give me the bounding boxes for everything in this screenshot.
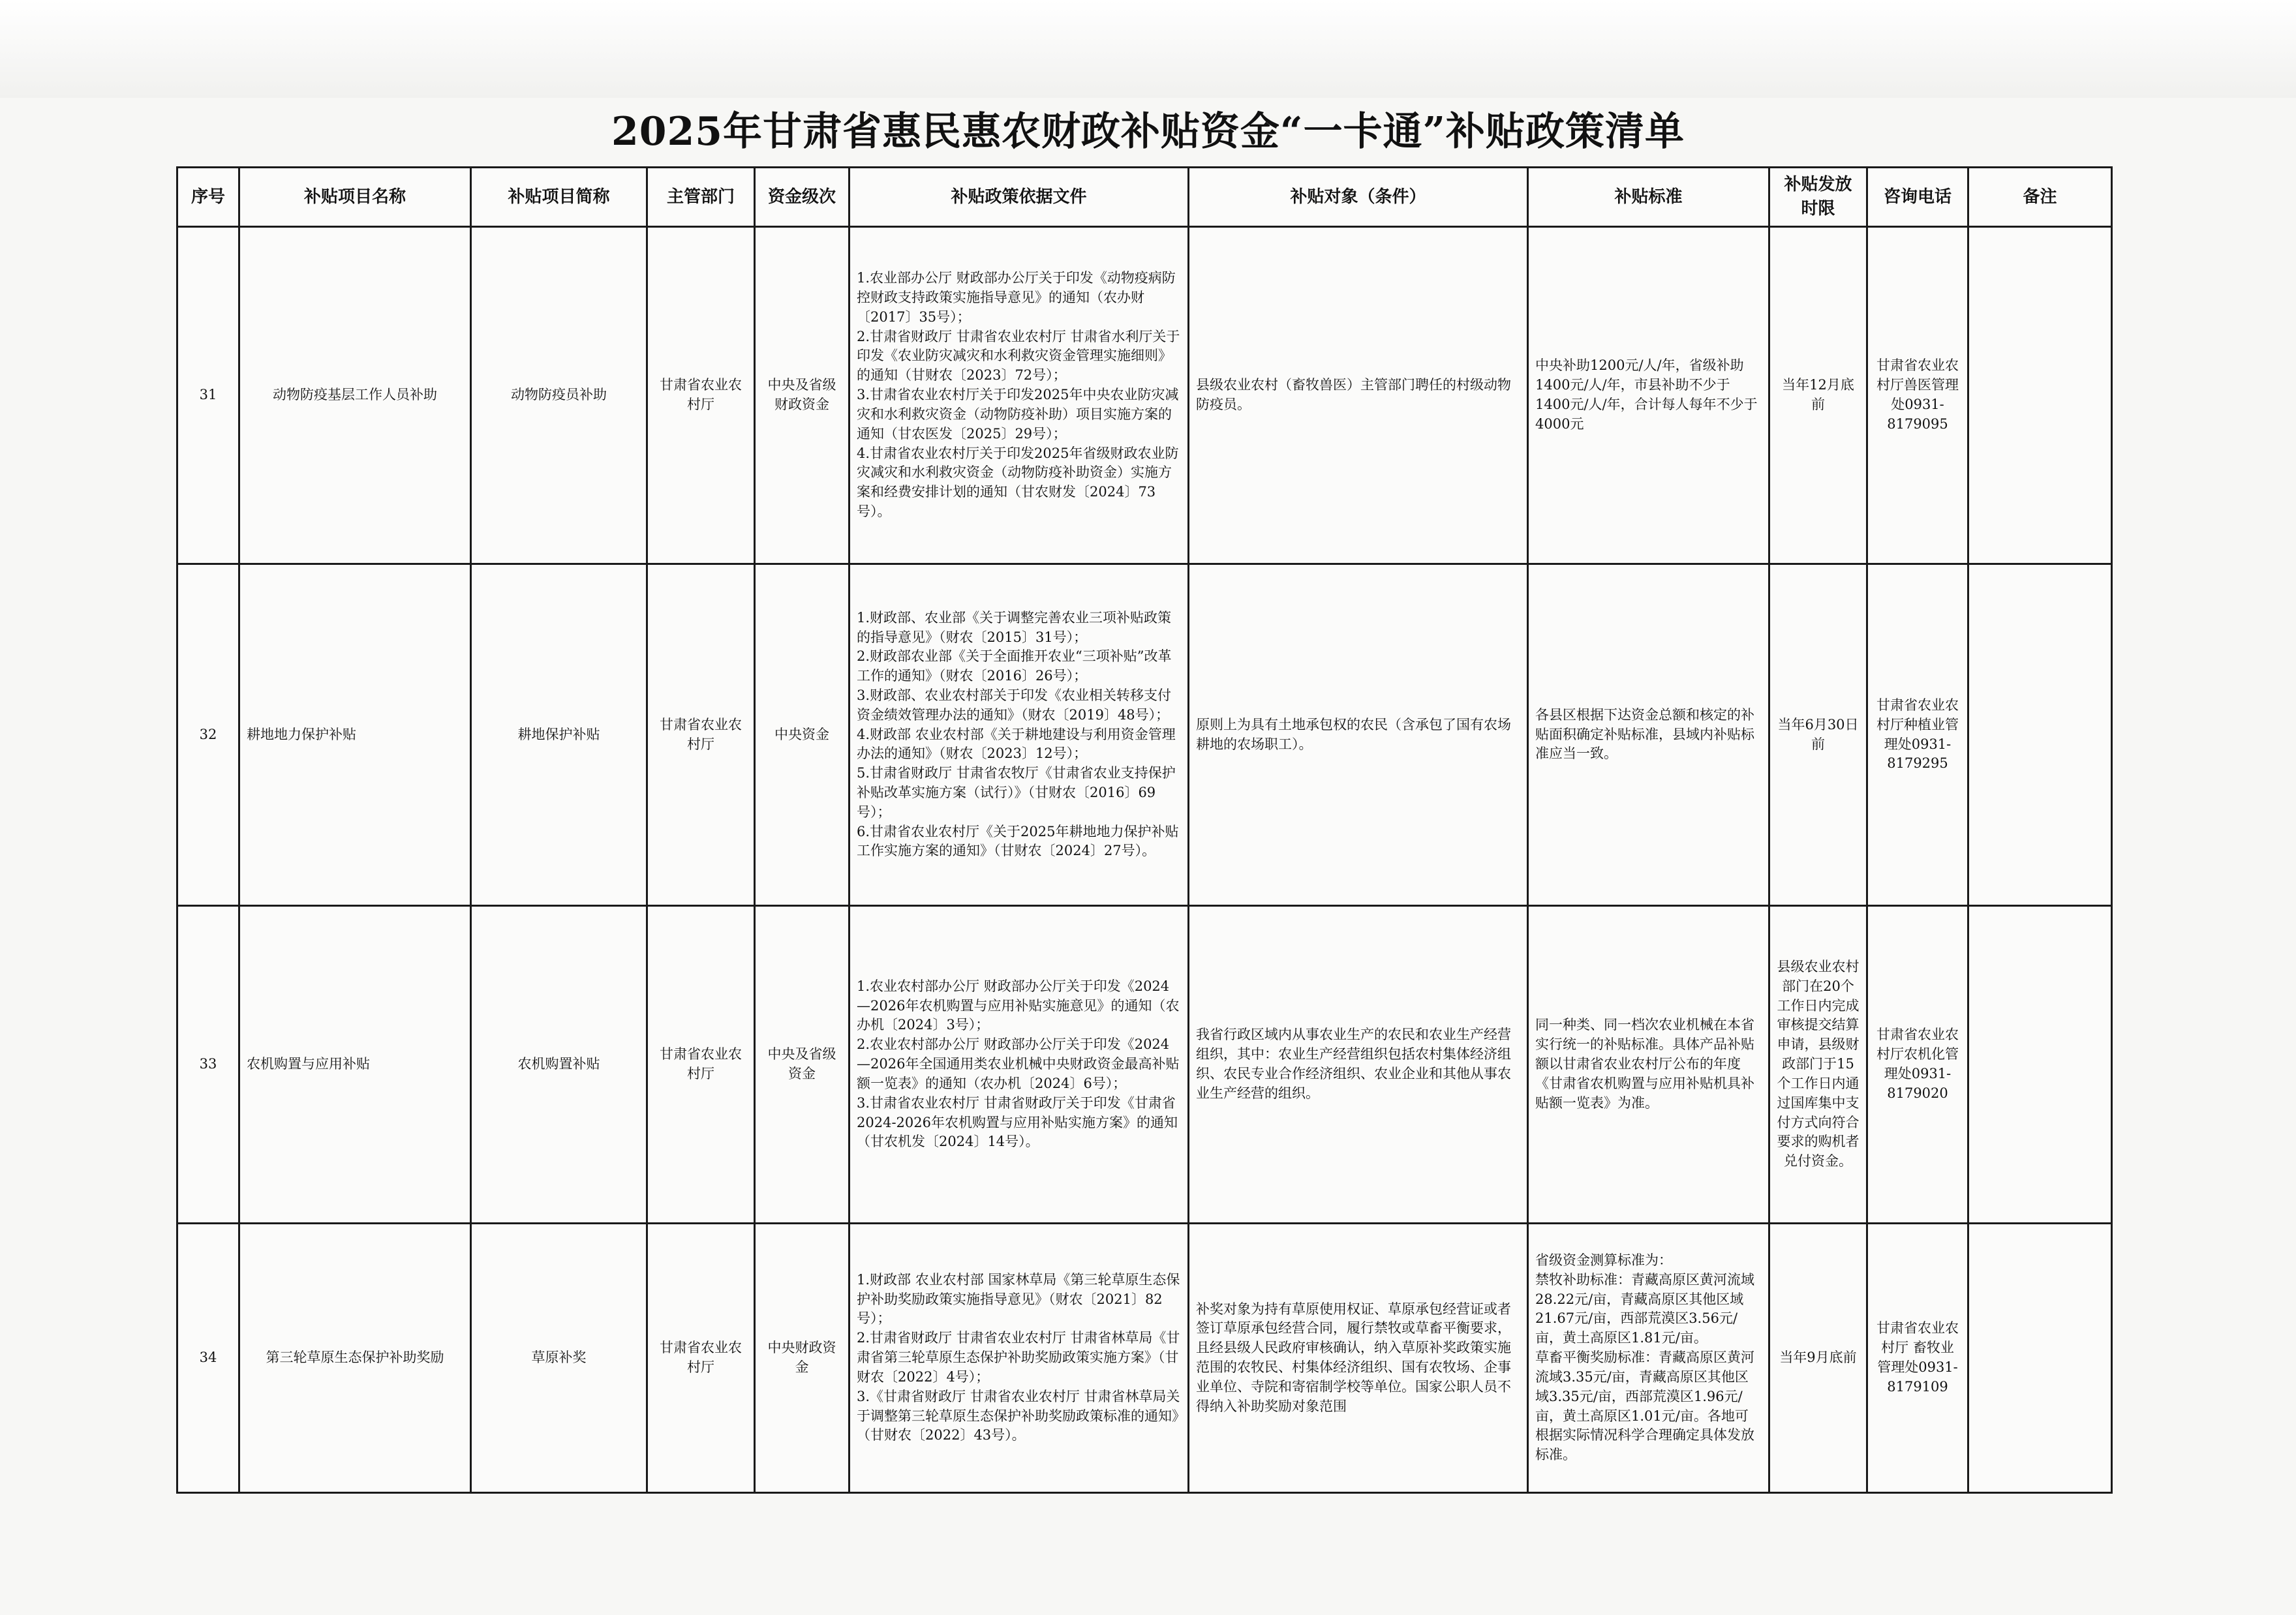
cell-dept: 甘肃省农业农村厅	[647, 906, 755, 1224]
cell-target: 原则上为具有土地承包权的农民（含承包了国有农场耕地的农场职工）。	[1189, 564, 1528, 906]
header-cell: 补贴标准	[1528, 168, 1769, 227]
header-cell: 主管部门	[647, 168, 755, 227]
header-cell: 补贴对象（条件）	[1189, 168, 1528, 227]
cell-short: 农机购置补贴	[471, 906, 647, 1224]
cell-phone: 甘肃省农业农村厅 畜牧业管理处0931-8179109	[1867, 1224, 1968, 1493]
header-cell: 补贴项目名称	[239, 168, 471, 227]
cell-no: 31	[177, 227, 239, 564]
cell-phone: 甘肃省农业农村厅农机化管理处0931-8179020	[1867, 906, 1968, 1224]
cell-short: 耕地保护补贴	[471, 564, 647, 906]
table-row	[177, 906, 2112, 1224]
header-cell: 备注	[1968, 168, 2112, 227]
cell-name: 第三轮草原生态保护补助奖励	[239, 1224, 471, 1493]
subsidy-policy-table	[176, 166, 2113, 1494]
cell-docs: 1.农业农村部办公厅 财政部办公厅关于印发《2024—2026年农机购置与应用补贴实施意见》的通知（农办机〔2024〕3号）； 2.农业农村部办公厅 财政部办公厅关于印发《2024—2026年全国通用类农业机械中央财政资金最高补贴额一览表》的通知（农办机〔2024〕6号）； 3.甘肃省农业农村厅 甘肃省财政厅关于印发《甘肃省2024-2026年农机购置与应用补贴实施方案》的通知（甘农机发〔2024〕14号）。	[850, 906, 1189, 1224]
cell-level: 中央及省级财政资金	[755, 227, 850, 564]
cell-name: 耕地地力保护补贴	[239, 564, 471, 906]
cell-dept: 甘肃省农业农村厅	[647, 1224, 755, 1493]
cell-standard: 各县区根据下达资金总额和核定的补贴面积确定补贴标准，县域内补贴标准应当一致。	[1528, 564, 1769, 906]
table-row	[177, 1224, 2112, 1493]
cell-name: 动物防疫基层工作人员补助	[239, 227, 471, 564]
header-cell: 补贴政策依据文件	[850, 168, 1189, 227]
page-title: 2025年甘肃省惠民惠农财政补贴资金“一卡通”补贴政策清单	[611, 109, 1685, 155]
cell-standard: 中央补助1200元/人/年，省级补助1400元/人/年，市县补助不少于1400元/人/年，合计每人每年不少于4000元	[1528, 227, 1769, 564]
cell-dept: 甘肃省农业农村厅	[647, 227, 755, 564]
cell-no: 33	[177, 906, 239, 1224]
cell-note	[1968, 1224, 2112, 1493]
cell-docs: 1.农业部办公厅 财政部办公厅关于印发《动物疫病防控财政支持政策实施指导意见》的通知（农办财〔2017〕35号）； 2.甘肃省财政厅 甘肃省农业农村厅 甘肃省水利厅关于印发《农业防灾减灾和水利救灾资金管理实施细则》的通知（甘财农〔2023〕72号）； 3.甘肃省农业农村厅关于印发2025年中央农业防灾减灾和水利救灾资金（动物防疫补助）项目实施方案的通知（甘农医发〔2025〕29号）； 4.甘肃省农业农村厅关于印发2025年省级财政农业防灾减灾和水利救灾资金（动物防疫补助资金）实施方案和经费安排计划的通知（甘农财发〔2024〕73号）。	[850, 227, 1189, 564]
header-cell: 补贴发放时限	[1769, 168, 1867, 227]
table-row	[177, 227, 2112, 564]
cell-target: 补奖对象为持有草原使用权证、草原承包经营证或者签订草原承包经营合同，履行禁牧或草畜平衡要求，且经县级人民政府审核确认，纳入草原补奖政策实施范围的农牧民、村集体经济组织、国有农牧场、企事业单位、寺院和寄宿制学校等单位。国家公职人员不得纳入补助奖励对象范围	[1189, 1224, 1528, 1493]
cell-short: 草原补奖	[471, 1224, 647, 1493]
cell-note	[1968, 564, 2112, 906]
header-cell: 资金级次	[755, 168, 850, 227]
cell-time: 当年12月底前	[1769, 227, 1867, 564]
cell-standard: 同一种类、同一档次农业机械在本省实行统一的补贴标准。具体产品补贴额以甘肃省农业农村厅公布的年度《甘肃省农机购置与应用补贴机具补贴额一览表》为准。	[1528, 906, 1769, 1224]
cell-time: 当年9月底前	[1769, 1224, 1867, 1493]
table-header-row	[177, 168, 2112, 227]
table-row	[177, 564, 2112, 906]
header-cell: 序号	[177, 168, 239, 227]
cell-standard: 省级资金测算标准为： 禁牧补助标准：青藏高原区黄河流域28.22元/亩，青藏高原区其他区域21.67元/亩，西部荒漠区3.56元/亩，黄土高原区1.81元/亩。 草畜平衡奖励标准：青藏高原区黄河流域3.35元/亩，青藏高原区其他区域3.35元/亩，西部荒漠区1.96元/亩，黄土高原区1.01元/亩。各地可根据实际情况科学合理确定具体发放标准。	[1528, 1224, 1769, 1493]
cell-name: 农机购置与应用补贴	[239, 906, 471, 1224]
scan-margin	[0, 0, 2296, 98]
cell-dept: 甘肃省农业农村厅	[647, 564, 755, 906]
cell-no: 32	[177, 564, 239, 906]
cell-phone: 甘肃省农业农村厅种植业管理处0931-8179295	[1867, 564, 1968, 906]
cell-no: 34	[177, 1224, 239, 1493]
cell-time: 当年6月30日前	[1769, 564, 1867, 906]
cell-level: 中央资金	[755, 564, 850, 906]
cell-docs: 1.财政部、农业部《关于调整完善农业三项补贴政策的指导意见》（财农〔2015〕31号）； 2.财政部农业部《关于全面推开农业“三项补贴”改革工作的通知》（财农〔2016〕26号）； 3.财政部、农业农村部关于印发《农业相关转移支付资金绩效管理办法的通知》（财农〔2019〕48号）； 4.财政部 农业农村部《关于耕地建设与利用资金管理办法的通知》（财农〔2023〕12号）； 5.甘肃省财政厅 甘肃省农牧厅《甘肃省农业支持保护补贴改革实施方案（试行）》（甘财农〔2016〕69号）； 6.甘肃省农业农村厅《关于2025年耕地地力保护补贴工作实施方案的通知》（甘财农〔2024〕27号）。	[850, 564, 1189, 906]
cell-level: 中央财政资金	[755, 1224, 850, 1493]
cell-docs: 1.财政部 农业农村部 国家林草局《第三轮草原生态保护补助奖励政策实施指导意见》（财农〔2021〕82号）； 2.甘肃省财政厅 甘肃省农业农村厅 甘肃省林草局《甘肃省第三轮草原生态保护补助奖励政策实施方案》（甘财农〔2022〕4号）； 3.《甘肃省财政厅 甘肃省农业农村厅 甘肃省林草局关于调整第三轮草原生态保护补助奖励政策标准的通知》（甘财农〔2022〕43号）。	[850, 1224, 1189, 1493]
cell-target: 我省行政区域内从事农业生产的农民和农业生产经营组织，其中：农业生产经营组织包括农村集体经济组织、农民专业合作经济组织、农业企业和其他从事农业生产经营的组织。	[1189, 906, 1528, 1224]
header-cell: 补贴项目简称	[471, 168, 647, 227]
cell-level: 中央及省级资金	[755, 906, 850, 1224]
cell-note	[1968, 227, 2112, 564]
cell-target: 县级农业农村（畜牧兽医）主管部门聘任的村级动物防疫员。	[1189, 227, 1528, 564]
cell-time: 县级农业农村部门在20个工作日内完成审核提交结算申请，县级财政部门于15个工作日内通过国库集中支付方式向符合要求的购机者兑付资金。	[1769, 906, 1867, 1224]
cell-phone: 甘肃省农业农村厅兽医管理处0931-8179095	[1867, 227, 1968, 564]
cell-note	[1968, 906, 2112, 1224]
cell-short: 动物防疫员补助	[471, 227, 647, 564]
header-cell: 咨询电话	[1867, 168, 1968, 227]
